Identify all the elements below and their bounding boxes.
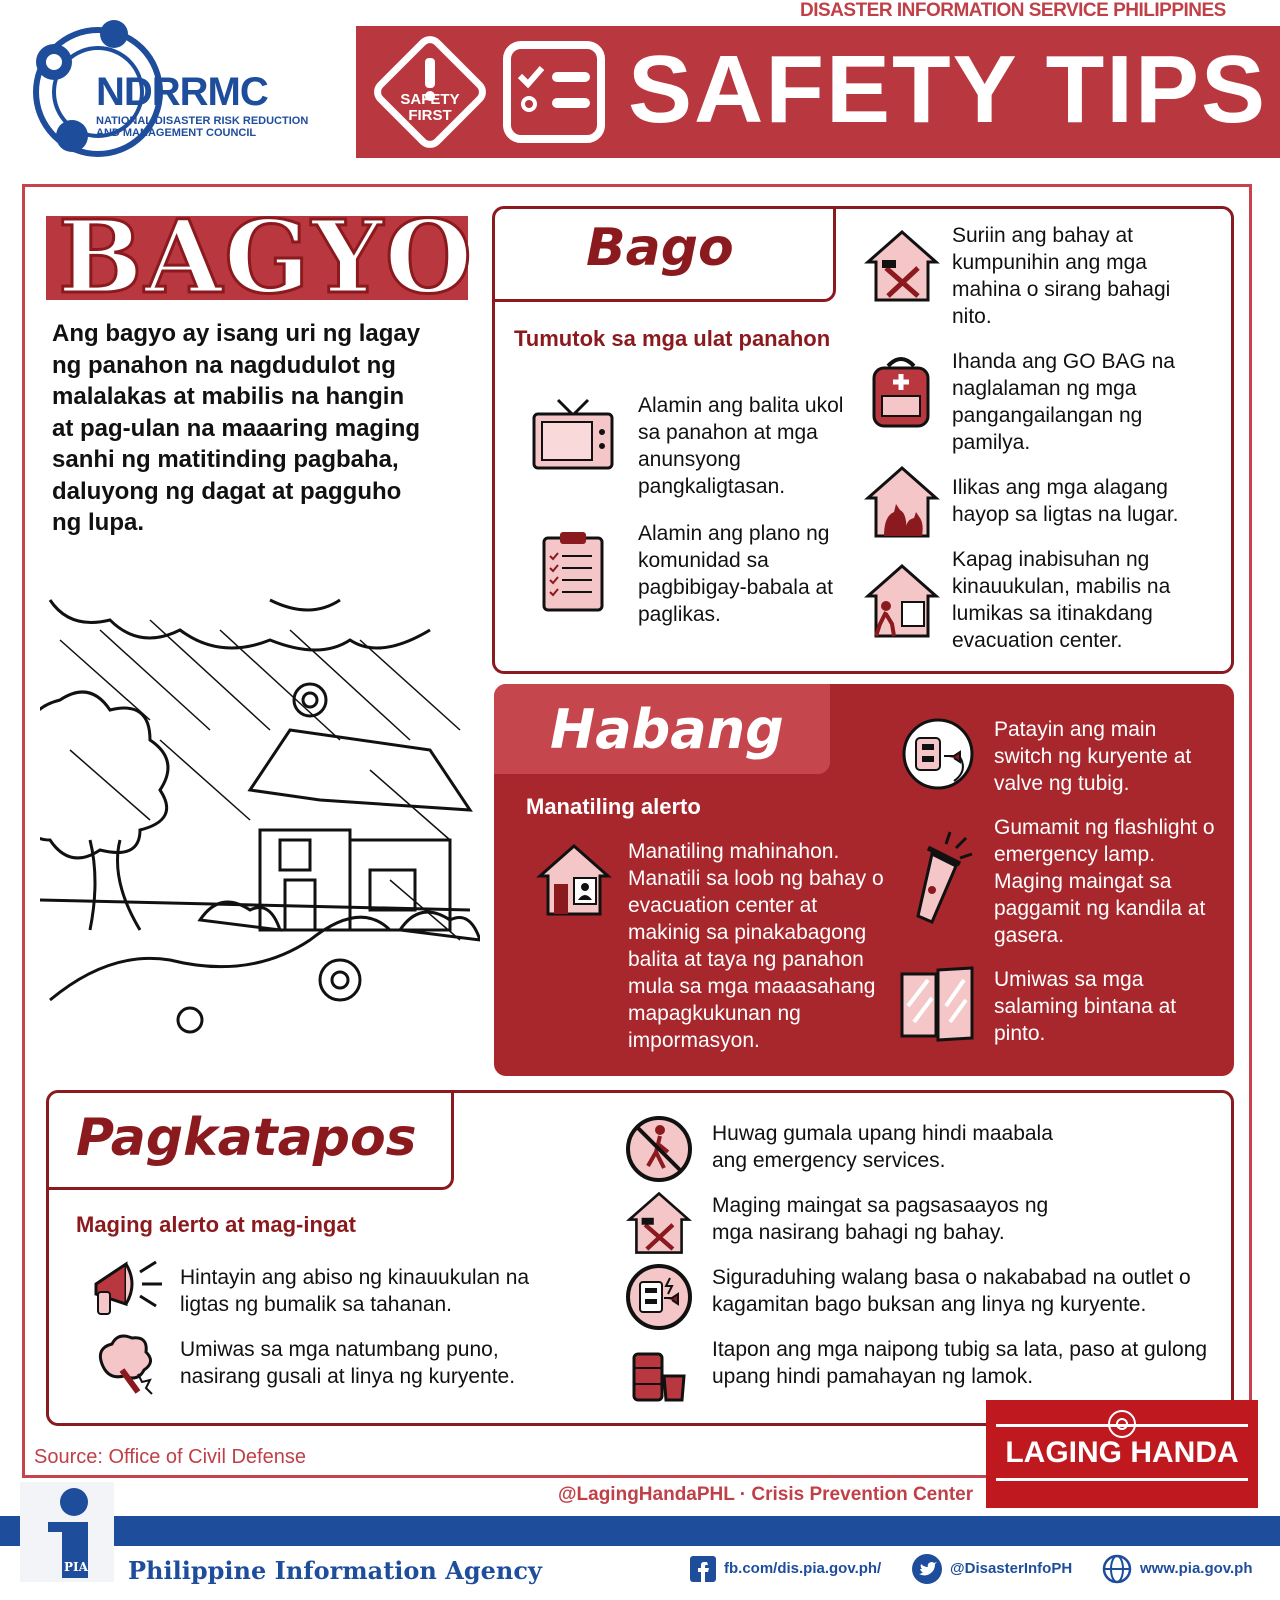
bago-right-item-3: Ilikas ang mga alagang hayop sa ligtas na lugar.: [952, 476, 1179, 526]
go-bag-icon: [868, 356, 934, 428]
habang-right-item-3: Umiwas sa mga salaming bintana at pinto.: [994, 968, 1177, 1045]
org-acronym: NDRRMC: [96, 70, 268, 114]
laging-handa-text: LAGING HANDA: [1005, 1436, 1239, 1469]
globe-icon[interactable]: [1102, 1554, 1132, 1584]
bagyo-heading: BAGYO: [58, 198, 475, 316]
power-plug-icon: [900, 716, 976, 792]
badge-line2: FIRST: [408, 107, 452, 124]
bago-right-item-2: Ihanda ang GO BAG na naglalaman ng mga pangangailangan ng pamilya.: [952, 350, 1175, 454]
window-icon: [898, 966, 978, 1042]
fallen-tree-icon: [92, 1334, 162, 1400]
barrel-icon: [630, 1348, 688, 1404]
house-tools-icon: [626, 1190, 692, 1256]
bago-title: Bago: [586, 218, 734, 278]
bago-left-item-1: Alamin ang balita ukol sa panahon at mga anunsyong pangkaligtasan.: [638, 394, 844, 498]
social-handle-text: @LagingHandaPHL · Crisis Prevention Center: [558, 1484, 974, 1505]
safety-first-badge-text: [398, 92, 462, 124]
habang-left-item: Manatiling mahinahon. Manatili sa loob ng bahay o evacuation center at makinig sa pinakabagong balita at taya ng panahon mula sa mga maaasahang mapagkukunan ng impormasyon.: [628, 840, 884, 1052]
pagkatapos-right-item-4: Itapon ang mga naipong tubig sa lata, paso at gulong upang hindi pamahayan ng lamok.: [712, 1338, 1208, 1388]
wet-outlet-icon: [624, 1262, 694, 1332]
bago-right-item-4: Kapag inabisuhan ng kinauukulan, mabilis na lumikas sa itinakdang evacuation center.: [952, 548, 1171, 652]
habang-subtitle: Manatiling alerto: [526, 794, 701, 819]
page-title: SAFETY TIPS: [628, 36, 1268, 143]
footer-band: [0, 1516, 1280, 1546]
tv-icon: [530, 396, 616, 476]
flashlight-icon: [902, 830, 974, 926]
habang-right-item-2: Gumamit ng flashlight o emergency lamp. Maging maingat sa paggamit ng kandila at gasera.: [994, 816, 1215, 947]
pets-house-icon: [864, 464, 940, 540]
evacuation-icon: [864, 562, 940, 640]
bago-left-item-2: Alamin ang plano ng komunidad sa pagbibigay-babala at paglikas.: [638, 522, 833, 626]
agency-name: Philippine Information Agency: [128, 1556, 542, 1585]
pagkatapos-left-item-1: Hintayin ang abiso ng kinauukulan na ligtas ng bumalik sa tahanan.: [180, 1266, 530, 1316]
megaphone-icon: [90, 1254, 166, 1320]
pagkatapos-left-item-2: Umiwas sa mga natumbang puno, nasirang gusali at linya ng kuryente.: [180, 1338, 516, 1388]
habang-title: Habang: [550, 698, 784, 761]
pia-label: PIA: [64, 1560, 88, 1574]
org-name-line2: AND MANAGEMENT COUNCIL: [96, 127, 257, 139]
pagkatapos-right-item-3: Siguraduhing walang basa o nakababad na outlet o kagamitan bago buksan ang linya ng kuryente.: [712, 1266, 1191, 1316]
facebook-link[interactable]: fb.com/dis.pia.gov.ph/: [724, 1560, 882, 1577]
source-text: Source: Office of Civil Defense: [34, 1446, 306, 1468]
pagkatapos-right-item-2: Maging maingat sa pagsasaayos ng mga nasirang bahagi ng bahay.: [712, 1194, 1049, 1244]
org-logo-text: [96, 70, 308, 139]
service-label: DISASTER INFORMATION SERVICE PHILIPPINES: [800, 0, 1226, 21]
badge-line1: SAFETY: [400, 91, 460, 108]
twitter-link[interactable]: @DisasterInfoPH: [950, 1560, 1073, 1577]
storm-house-illustration-icon: [40, 580, 480, 1040]
clipboard-icon: [540, 530, 606, 614]
house-person-icon: [536, 842, 612, 918]
bagyo-description: Ang bagyo ay isang uri ng lagay ng panahon na nagdudulot ng malalakas at mabilis na hangin at pag-ulan na maaaring maging sanhi ng matitinding pagbaha, daluyong ng dagat at pagguho ng lupa.: [52, 320, 421, 536]
habang-right-item-1: Patayin ang main switch ng kuryente at valve ng tubig.: [994, 718, 1192, 795]
facebook-icon[interactable]: [690, 1556, 716, 1582]
no-walking-icon: [624, 1114, 694, 1184]
org-name-line1: NATIONAL DISASTER RISK REDUCTION: [96, 115, 309, 127]
pagkatapos-right-item-1: Huwag gumala upang hindi maabala ang emergency services.: [712, 1122, 1053, 1172]
bago-subtitle: Tumutok sa mga ulat panahon: [514, 326, 831, 351]
website-link[interactable]: www.pia.gov.ph: [1140, 1560, 1253, 1577]
laging-handa-line-top: [996, 1424, 1248, 1427]
house-tools-icon: [864, 228, 940, 304]
pagkatapos-subtitle: Maging alerto at mag-ingat: [76, 1212, 356, 1237]
laging-handa-line-bottom: [996, 1478, 1248, 1481]
checklist-icon: [502, 40, 606, 144]
pagkatapos-title: Pagkatapos: [76, 1108, 417, 1168]
twitter-icon[interactable]: [912, 1554, 942, 1584]
bago-right-item-1: Suriin ang bahay at kumpunihin ang mga mahina o sirang bahagi nito.: [952, 224, 1171, 328]
